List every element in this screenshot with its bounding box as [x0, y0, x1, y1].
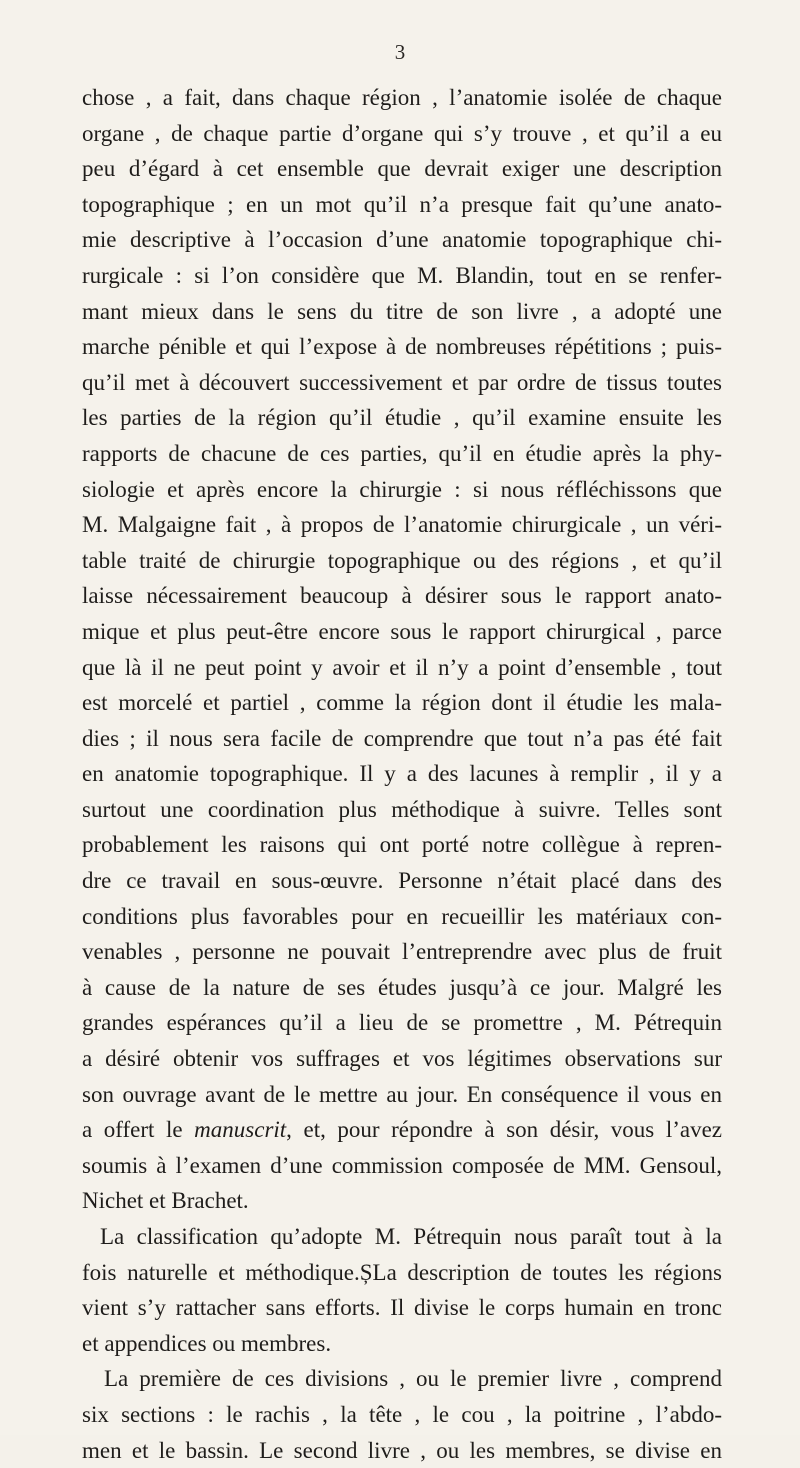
text-line: laisse nécessairement beaucoup à désirer sous le rapport anato- — [82, 583, 722, 609]
text-line: en anatomie topographique. Il y a des lacunes à remplir , il y a — [82, 761, 722, 787]
text-line: est morcelé et partiel , comme la région dont il étudie les mala- — [82, 690, 722, 716]
text-line: surtout une coordination plus méthodique à suivre. Telles sont — [82, 796, 722, 822]
text-line: grandes espérances qu’il a lieu de se promettre , M. Pétrequin — [82, 1010, 722, 1036]
body-text — [82, 80, 722, 1468]
text-line: conditions plus favorables pour en recueillir les matériaux con- — [82, 903, 722, 929]
text-line: men et le bassin. Le second livre , ou les membres, se divise en — [82, 1437, 722, 1463]
text-line: probablement les raisons qui ont porté notre collègue à repren- — [82, 832, 722, 858]
text-line: dies ; il nous sera facile de comprendre que tout n’a pas été fait — [82, 725, 722, 751]
text-line: a désiré obtenir vos suffrages et vos légitimes observations sur — [82, 1046, 722, 1072]
text-line: table traité de chirurgie topographique ou des régions , et qu’il — [82, 547, 722, 573]
text-line: que là il ne peut point y avoir et il n’y a point d’ensemble , tout — [82, 654, 722, 680]
text-line: marche pénible et qui l’expose à de nombreuses répétitions ; puis- — [82, 334, 722, 360]
text-line: les parties de la région qu’il étudie , qu’il examine ensuite les — [82, 405, 722, 431]
text-line: rapports de chacune de ces parties, qu’il en étudie après la phy- — [82, 440, 722, 466]
text-line: Nichet et Brachet. — [82, 1188, 249, 1214]
text-line: six sections : le rachis , la tête , le cou , la poitrine , l’abdo- — [82, 1401, 722, 1427]
text-line: et appendices ou membres. — [82, 1330, 332, 1356]
text-line: rurgicale : si l’on considère que M. Blandin, tout en se renfer- — [82, 262, 722, 288]
text-line: peu d’égard à cet ensemble que devrait exiger une description — [82, 156, 722, 182]
text-line: vient s’y rattacher sans efforts. Il divise le corps humain en tronc — [82, 1295, 722, 1321]
page-number: 3 — [394, 40, 406, 64]
text-line: venables , personne ne pouvait l’entreprendre avec plus de fruit — [82, 939, 722, 965]
text-line: organe , de chaque partie d’organe qui s’y trouve , et qu’il a eu — [82, 120, 722, 146]
text-line: M. Malgaigne fait , à propos de l’anatomie chirurgicale , un véri- — [82, 512, 722, 538]
text-line: siologie et après encore la chirurgie : si nous réfléchissons que — [82, 476, 722, 502]
text-line: à cause de la nature de ses études jusqu’à ce jour. Malgré les — [82, 974, 722, 1000]
text-span: , et, pour répondre à son désir, vous l’avez — [286, 1117, 722, 1143]
text-line: mique et plus peut-être encore sous le rapport chirurgical , parce — [82, 618, 722, 644]
text-line: topographique ; en un mot qu’il n’a presque fait qu’une anato- — [82, 191, 722, 217]
text-line: La première de ces divisions , ou le premier livre , comprend — [104, 1366, 722, 1392]
text-line: son ouvrage avant de le mettre au jour. En conséquence il vous en — [82, 1081, 722, 1107]
text-line: La classification qu’adopte M. Pétrequin nous paraît tout à la — [100, 1224, 722, 1249]
text-span: a offert le — [82, 1117, 195, 1143]
text-line: soumis à l’examen d’une commission composée de MM. Gensoul, — [82, 1152, 722, 1178]
text-line: chose , a fait, dans chaque région , l’anatomie isolée de chaque — [82, 85, 722, 110]
text-line: fois naturelle et méthodique.ȘLa description de toutes les régions — [82, 1259, 722, 1285]
text-line: dre ce travail en sous-œuvre. Personne n’était placé dans des — [82, 868, 722, 894]
text-line: mie descriptive à l’occasion d’une anatomie topographique chi- — [82, 227, 722, 253]
text-line: qu’il met à découvert successivement et par ordre de tissus toutes — [82, 369, 722, 395]
text-line — [82, 1112, 722, 1148]
text-line: mant mieux dans le sens du titre de son livre , a adopté une — [82, 298, 722, 324]
italic-word: manuscrit — [194, 1117, 287, 1143]
